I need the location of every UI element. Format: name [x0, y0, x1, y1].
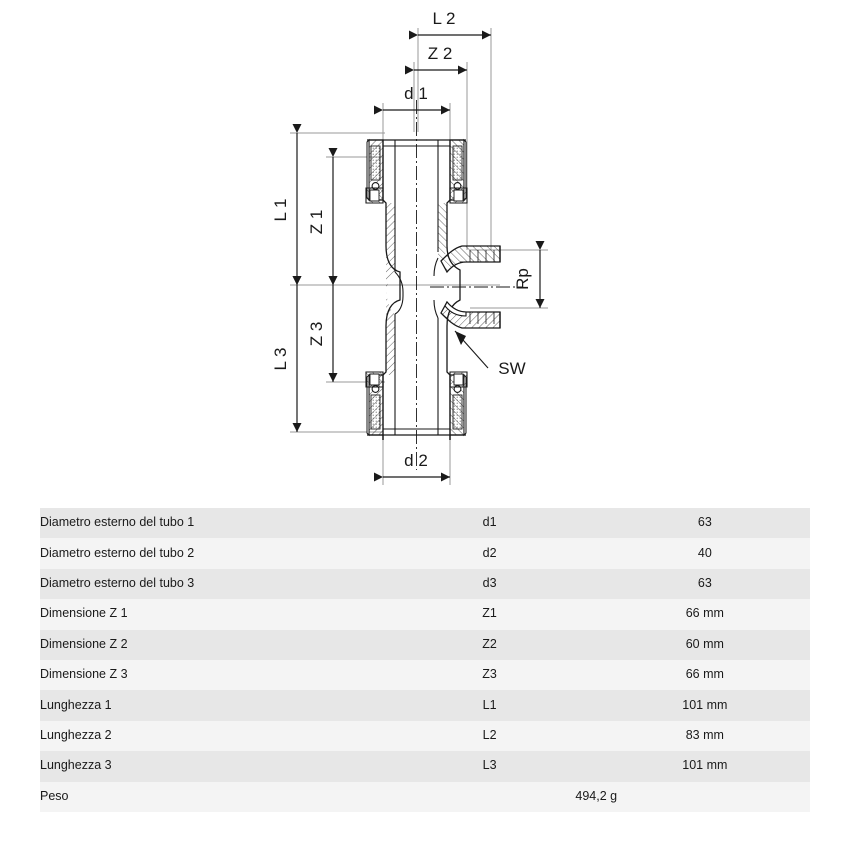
row-label: Dimensione Z 2: [40, 630, 380, 660]
row-label: Diametro esterno del tubo 3: [40, 569, 380, 599]
label-rp: Rp: [513, 268, 532, 290]
row-label: Diametro esterno del tubo 2: [40, 538, 380, 568]
row-value: 63: [600, 508, 810, 538]
weight-value: 494,2 g: [383, 782, 811, 812]
row-label: Diametro esterno del tubo 1: [40, 508, 380, 538]
table-row: [40, 538, 810, 568]
row-symbol: Z1: [383, 599, 597, 629]
row-value: 60 mm: [600, 630, 810, 660]
row-label: Dimensione Z 3: [40, 660, 380, 690]
sw-leader: [455, 331, 488, 368]
table-row: [40, 630, 810, 660]
label-d2: d 2: [404, 451, 428, 470]
row-symbol: Z3: [383, 660, 597, 690]
row-value: 66 mm: [600, 599, 810, 629]
label-sw: SW: [498, 359, 526, 378]
row-symbol: L1: [383, 690, 597, 720]
label-z3: Z 3: [307, 321, 326, 347]
table-row: [40, 751, 810, 781]
label-l1: L 1: [271, 198, 290, 222]
row-symbol: L3: [383, 751, 597, 781]
dimension-specification-table: [40, 508, 810, 812]
row-value: 63: [600, 569, 810, 599]
table-row-weight: [40, 782, 810, 812]
table-row: [40, 599, 810, 629]
row-value: 101 mm: [600, 690, 810, 720]
row-label: Lunghezza 3: [40, 751, 380, 781]
row-value: 66 mm: [600, 660, 810, 690]
row-label: Dimensione Z 1: [40, 599, 380, 629]
table-row: [40, 690, 810, 720]
weight-label: Peso: [40, 782, 380, 812]
table-row: [40, 721, 810, 751]
fitting-body: [366, 140, 500, 440]
row-label: Lunghezza 1: [40, 690, 380, 720]
label-d1: d 1: [404, 84, 428, 103]
label-l3: L 3: [271, 347, 290, 371]
row-symbol: d1: [383, 508, 597, 538]
table-row: [40, 569, 810, 599]
row-symbol: Z2: [383, 630, 597, 660]
row-value: 83 mm: [600, 721, 810, 751]
row-value: 40: [600, 538, 810, 568]
row-symbol: L2: [383, 721, 597, 751]
table-body: [40, 508, 810, 812]
table-row: [40, 508, 810, 538]
table-row: [40, 660, 810, 690]
row-label: Lunghezza 2: [40, 721, 380, 751]
row-symbol: d3: [383, 569, 597, 599]
label-z2: Z 2: [427, 44, 453, 63]
label-l2: L 2: [432, 9, 456, 28]
row-symbol: d2: [383, 538, 597, 568]
row-value: 101 mm: [600, 751, 810, 781]
label-z1: Z 1: [307, 209, 326, 235]
